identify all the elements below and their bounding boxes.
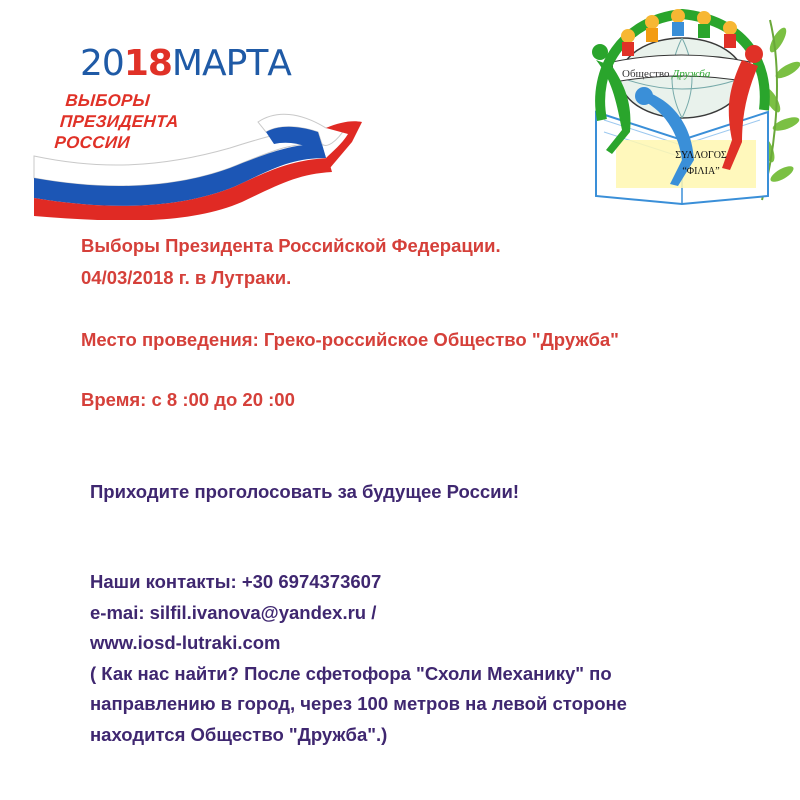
event-venue: Место проведения: Греко-российское Общество "Дружба": [81, 329, 619, 350]
society-name-highlight: Дружба: [672, 68, 711, 80]
contacts-block: [90, 567, 627, 750]
directions-line-1: ( Как нас найти? После сфетофора "Схоли Механику" по: [90, 662, 612, 684]
caption-line-1: ВЫБОРЫ: [64, 91, 151, 110]
year-prefix: 20: [80, 43, 124, 84]
election-logo: [30, 40, 370, 220]
society-greek-line-1: ΣΥΛΛΟΓΟΣ: [675, 150, 727, 161]
society-greek-line-2: “ΦΙΛΙΑ”: [682, 166, 720, 177]
event-date: 04/03/2018 г. в Лутраки.: [81, 267, 292, 288]
directions-line-3: находится Общество "Дружба".): [90, 723, 388, 745]
contact-phone: Наши контакты: +30 6974373607: [90, 571, 382, 592]
directions-line-2: направлению в город, через 100 метров на левой стороне: [90, 693, 627, 714]
month-label: МАРТА: [171, 43, 291, 84]
contact-email: e-mai: silfil.ivanova@yandex.ru /: [90, 601, 377, 623]
election-logo-caption: [53, 90, 181, 153]
contact-website: www.iosd-lutraki.com: [90, 632, 281, 653]
caption-line-3: РОССИИ: [53, 133, 131, 152]
election-year-month: [80, 43, 291, 84]
event-title: Выборы Президента Российской Федерации.: [81, 235, 501, 256]
society-logo: [582, 0, 800, 205]
event-time: Время: с 8 :00 до 20 :00: [81, 389, 295, 410]
call-to-vote: Приходите проголосовать за будущее России!: [90, 481, 520, 502]
society-name: [622, 68, 710, 80]
society-name-prefix: Общество: [622, 68, 670, 80]
year-suffix: 18: [123, 43, 172, 84]
caption-line-2: ПРЕЗИДЕНТА: [59, 112, 180, 131]
